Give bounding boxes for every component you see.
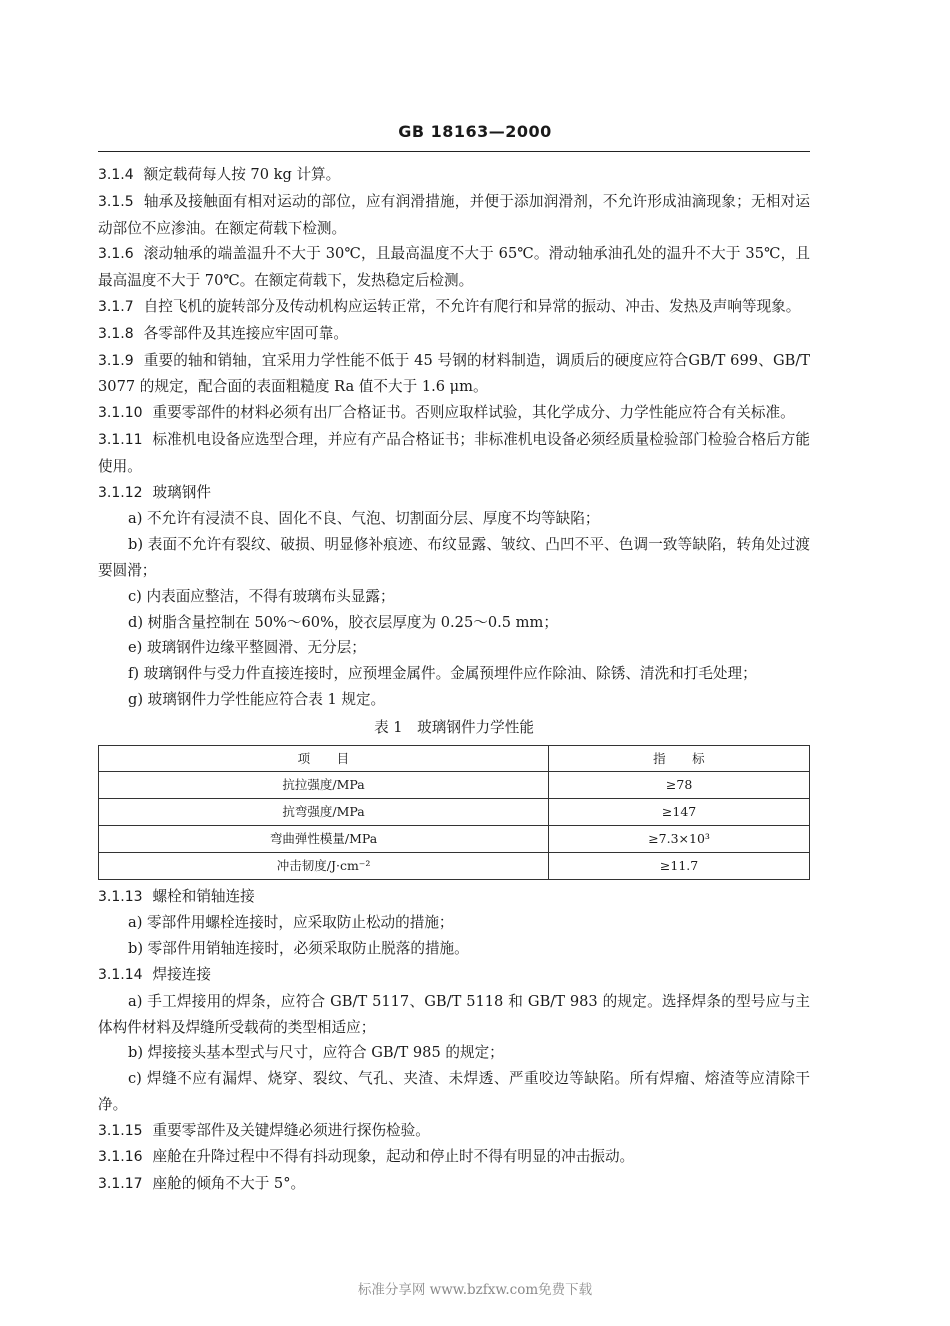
list-item: c) 焊缝不应有漏焊、烧穿、裂纹、气孔、夹渣、未焊透、严重咬边等缺陷。所有焊瘤、熔渣等应清除干净。 [98,1070,810,1113]
clause-text: 重要的轴和销轴，宜采用力学性能不低于 45 号钢的材料制造，调质后的硬度应符合GB/T 699、GB/T 3077 的规定，配合面的表面粗糙度 Ra 值不大于 1.6 μm。 [98,351,810,396]
clause-3-1-14 [98,962,810,989]
clause-number: 3.1.11 [98,431,143,448]
clause-3-1-4 [98,162,810,189]
glass-fiber-properties-table [98,745,810,880]
table-cell: ≥147 [549,799,810,826]
table-cell: 抗拉强度/MPa [99,772,549,799]
clause-3-1-5 [98,189,810,242]
table-header-row [99,745,810,772]
clause-3-1-8 [98,321,810,348]
table-caption: 表 1 玻璃钢件力学性能 [374,718,534,736]
clause-text: 座舱在升降过程中不得有抖动现象，起动和停止时不得有明显的冲击振动。 [152,1148,635,1166]
list-item: b) 焊接接头基本型式与尺寸，应符合 GB/T 985 的规定； [128,1044,504,1062]
clause-text: 自控飞机的旋转部分及传动机构应运转正常，不允许有爬行和异常的振动、冲击、发热及声响等现象。 [143,297,801,315]
list-item: g) 玻璃钢件力学性能应符合表 1 规定。 [128,690,386,708]
clause-number: 3.1.4 [98,167,134,183]
document-body [98,162,810,1198]
table-cell: ≥7.3×10³ [549,825,810,852]
list-item: d) 树脂含量控制在 50%～60%，胶衣层厚度为 0.25～0.5 mm； [128,613,558,631]
table-row [99,772,810,799]
table-cell: 弯曲弹性模量/MPa [99,825,549,852]
clause-3-1-12 [98,480,810,507]
clause-text: 各零部件及其连接应牢固可靠。 [143,324,348,342]
clause-text: 轴承及接触面有相对运动的部位，应有润滑措施，并便于添加润滑剂，不允许形成油滴现象；无相对运动部位不应渗油。在额定荷载下检测。 [98,192,810,237]
clause-number: 3.1.13 [98,888,143,905]
clause-3-1-17 [98,1171,810,1198]
clause-number: 3.1.16 [98,1149,143,1166]
table-cell: ≥78 [549,772,810,799]
clause-number: 3.1.12 [98,484,143,501]
column-header-index: 指 标 [549,745,810,772]
clause-3-1-6 [98,241,810,294]
clause-text: 滚动轴承的端盖温升不大于 30℃，且最高温度不大于 65℃。滑动轴承油孔处的温升不大于 35℃，且最高温度不大于 70℃。在额定荷载下，发热稳定后检测。 [98,245,810,290]
clause-3-1-10 [98,400,810,427]
clause-number: 3.1.5 [98,193,134,210]
clause-text: 额定载荷每人按 70 kg 计算。 [143,166,341,183]
list-item: e) 玻璃钢件边缘平整圆滑、无分层； [128,639,366,657]
clause-number: 3.1.14 [98,966,143,983]
clause-text: 螺栓和销轴连接 [152,887,255,905]
clause-number: 3.1.17 [98,1176,143,1193]
clause-text: 座舱的倾角不大于 5°。 [152,1175,306,1193]
list-item: a) 不允许有浸渍不良、固化不良、气泡、切割面分层、厚度不均等缺陷； [128,510,600,528]
table-row [99,799,810,826]
list-item: a) 零部件用螺栓连接时，应采取防止松动的措施； [128,914,454,932]
clause-number: 3.1.10 [98,405,143,422]
list-item: b) 表面不允许有裂纹、破损、明显修补痕迹、布纹显露、皱纹、凸凹不平、色调一致等缺陷，转角处过渡要圆滑； [98,536,810,579]
clause-number: 3.1.8 [98,325,134,342]
clause-text: 焊接连接 [152,965,211,983]
clause-3-1-7 [98,294,810,321]
clause-number: 3.1.6 [98,246,134,263]
clause-text: 重要零部件的材料必须有出厂合格证书。否则应取样试验，其化学成分、力学性能应符合有关标准。 [152,404,795,422]
list-item: f) 玻璃钢件与受力件直接连接时，应预埋金属件。金属预埋件应作除油、除锈、清洗和打毛处理； [128,665,757,683]
clause-3-1-16 [98,1144,810,1171]
clause-number: 3.1.9 [98,352,134,369]
column-header-item: 项 目 [99,745,549,772]
table-row [99,852,810,879]
watermark-footer: 标准分享网 www.bzfxw.com免费下载 [357,1282,593,1298]
list-item: c) 内表面应整洁，不得有玻璃布头显露； [128,587,395,605]
clause-text: 标准机电设备应选型合理，并应有产品合格证书；非标准机电设备必须经质量检验部门检验合格后方能使用。 [98,430,810,475]
clause-3-1-11 [98,427,810,480]
clause-3-1-9 [98,348,810,401]
table-cell: 冲击韧度/J·cm⁻² [99,852,549,879]
clause-3-1-15 [98,1118,810,1145]
clause-text: 玻璃钢件 [152,483,211,501]
standard-code-header: GB 18163—2000 [398,122,552,141]
clause-text: 重要零部件及关键焊缝必须进行探伤检验。 [152,1121,430,1139]
header-divider [98,151,810,152]
list-item: a) 手工焊接用的焊条，应符合 GB/T 5117、GB/T 5118 和 GB/T 983 的规定。选择焊条的型号应与主体构件材料及焊缝所受载荷的类型相适应； [98,992,810,1036]
list-item: b) 零部件用销轴连接时，必须采取防止脱落的措施。 [128,940,469,958]
clause-3-1-13 [98,884,810,911]
table-row [99,825,810,852]
clause-number: 3.1.15 [98,1122,143,1139]
clause-number: 3.1.7 [98,298,134,315]
table-cell: 抗弯强度/MPa [99,799,549,826]
table-cell: ≥11.7 [549,852,810,879]
